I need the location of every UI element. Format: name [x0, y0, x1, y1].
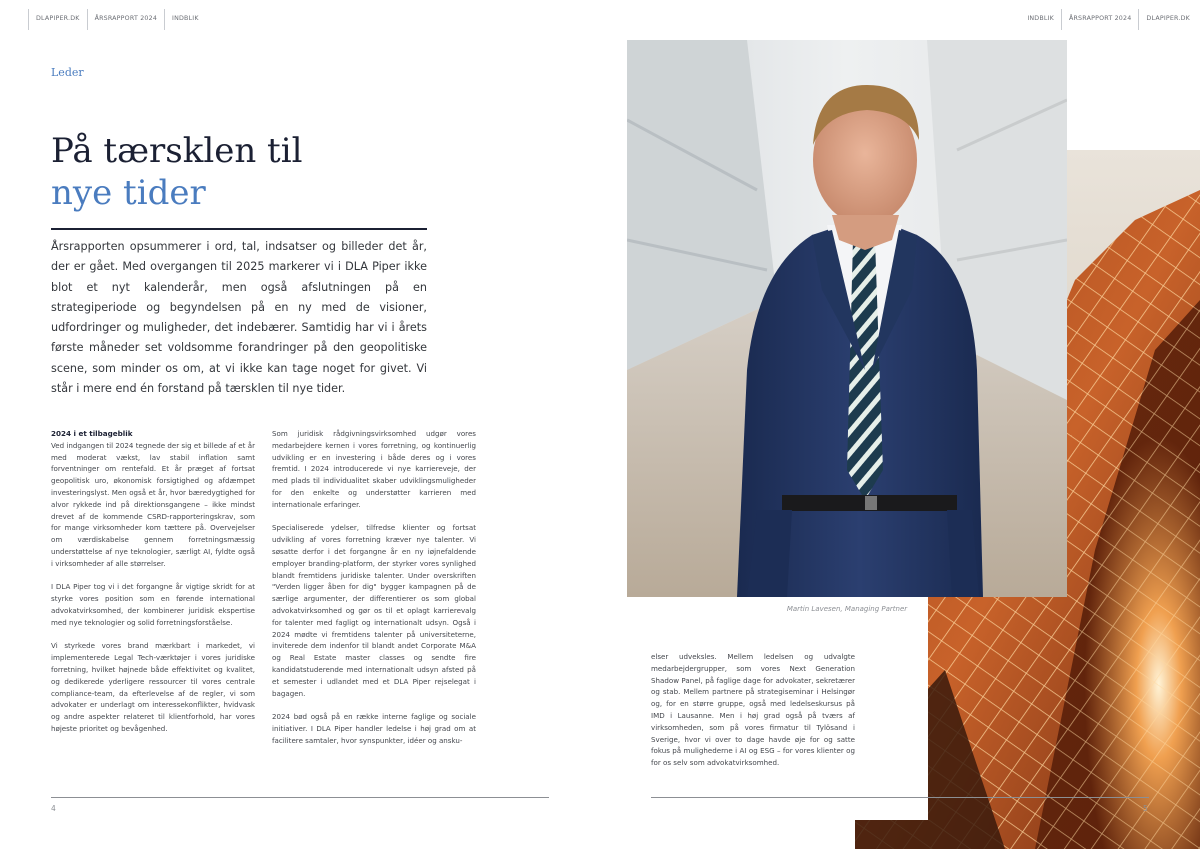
page-title [51, 130, 302, 214]
title-divider [51, 228, 427, 230]
body-column-3 [651, 651, 855, 781]
nav-section[interactable]: INDBLIK [164, 9, 206, 30]
body-paragraph: elser udveksles. Mellem ledelsen og udvalgte medarbejdergrupper, som vores Next Generation Shadow Panel, på faglige dage for advokater, sekretærer og stab. Mellem partnere på strategiseminar i Helsingør og, for en større gruppe, også med ledelseskursus på IMD i Lausanne. Men i høj grad også på tværs af virksomheden, som på vores firmatur til Tylösand i Sverige, hvor vi over to dage havde øje for og satte fokus på mulighederne i AI og ESG – for vores klienter og for os selv som advokatvirksomhed. [651, 652, 855, 768]
nav-report[interactable]: ÅRSRAPPORT 2024 [87, 9, 164, 30]
body-paragraph: I DLA Piper tog vi i det forgangne år vigtige skridt for at styrke vores position som en førende international advokatvirksomhed, der kombinerer juridisk ekspertise med nye teknologier og solid forretningsforståelse. [51, 582, 255, 627]
footer-divider [651, 797, 1149, 798]
body-paragraph: 2024 bød også på en række interne faglige og sociale initiativer. I DLA Piper handler ledelse i høj grad om at facilitere samtaler, hvor synspunkter, idéer og ansku- [272, 712, 476, 745]
body-paragraph: Som juridisk rådgivningsvirksomhed udgør vores medarbejdere kernen i vores forretning, og kontinuerlig udvikling er en investering i både deres og i vores fremtid. I 2024 introducerede vi nye karriereveje, der med plads til individualitet skaber udviklingsmuligheder for den enkelte og understøtter karrieren med internationale erfaringer. [272, 429, 476, 509]
top-nav-right [1020, 9, 1197, 30]
title-line-1: På tærsklen til [51, 131, 303, 171]
photo-caption: Martin Lavesen, Managing Partner [786, 605, 908, 613]
body-column-1 [51, 428, 255, 747]
body-paragraph: Specialiserede ydelser, tilfredse klienter og fortsat udvikling af vores forretning kræver nye talenter. Vi søsatte derfor i det forgangne år en ny iøjnefaldende employer branding-platform, der styrker vores synlighed blandt fremtidens juridiske talenter. Under overskriften "Verden ligger åben for dig" bygger kampagnen på de særlige argumenter, der differentierer os som global advokatvirksomhed og gør os til et oplagt karrierevalg for talenter med fagligt og internationalt udsyn. Også i 2024 mødte vi fremtidens talenter på universiteterne, inviterede dem indenfor til blandt andet Corporate M&A og Real Estate master classes og sendte fire kandidatstuderende med internationalt udsyn afsted på et semester i udlandet med et DLA Piper rejselegat i bagagen. [272, 523, 476, 698]
page-number: 4 [51, 804, 56, 813]
nav-site[interactable]: DLAPIPER.DK [28, 9, 87, 30]
top-nav-left [28, 9, 206, 30]
nav-report[interactable]: ÅRSRAPPORT 2024 [1062, 9, 1139, 30]
nav-site[interactable]: DLAPIPER.DK [1146, 15, 1190, 22]
nav-section[interactable]: INDBLIK [1020, 9, 1062, 30]
body-paragraph: Ved indgangen til 2024 tegnede der sig et billede af et år med moderat vækst, lav stabil inflation samt forventninger om rentefald. Et år præget af fortsat geopolitisk uro, økonomisk forsigtighed og afdæmpet investeringslyst. Men også et år, hvor bæredygtighed for alvor rykkede ind på direktionsgangene – ikke mindst drevet af de kommende CSRD-rapporteringskrav, som for mange virksomheder kom tættere på. Overvejelser om værdiskabelse gennem forretningsmæssig understøttelse af nye teknologier, særligt AI, fyldte også i virksomheder af alle størrelser. [51, 440, 255, 568]
subheading: 2024 i et tilbageblik [51, 429, 133, 438]
body-column-2 [272, 428, 476, 758]
page-number: 5 [1143, 804, 1148, 813]
title-line-2: nye tider [51, 173, 206, 213]
footer-divider [51, 797, 549, 798]
portrait-photo [627, 40, 1067, 597]
body-paragraph: Vi styrkede vores brand mærkbart i markedet, vi implementerede Legal Tech-værktøjer i vores juridiske forretning, hvilket højnede både effektivitet og kvalitet, og dedikerede yderligere ressourcer til vores centrale compliance-team, da efterlevelse af de regler, vi som advokater er underlagt om interessekonflikter, hvidvask og andre aspekter relateret til klientforhold, har vores højeste prioritet og bevågenhed. [51, 641, 255, 733]
section-label: Leder [51, 66, 84, 79]
lead-paragraph: Årsrapporten opsummerer i ord, tal, indsatser og billeder det år, der er gået. Med overgangen til 2025 markerer vi i DLA Piper ikke blot et nyt kalenderår, men også afslutningen på en strategiperiode og begyndelsen på en ny med de visioner, udfordringer og muligheder, det indebærer. Samtidig har vi i årets første måneder set voldsomme forandringer på den geopolitiske scene, som minder os om, at vi ikke kan tage noget for givet. Vi står i mere end én forstand på tærsklen til nye tider. [51, 240, 427, 396]
